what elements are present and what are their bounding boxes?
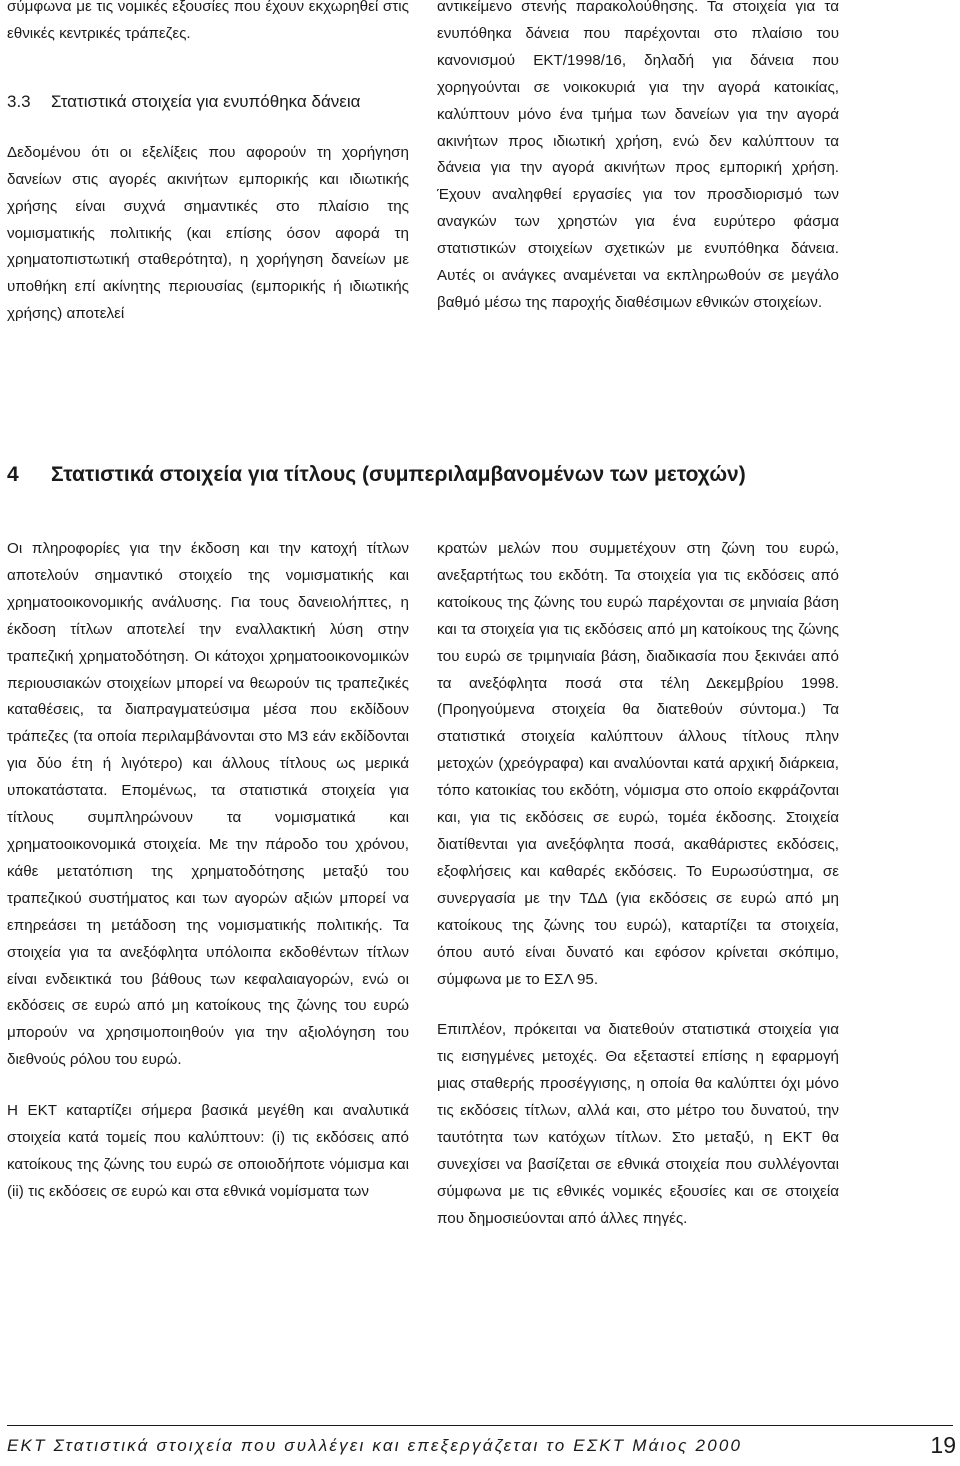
page-number: 19 — [930, 1432, 956, 1458]
section-number: 4 — [7, 463, 19, 486]
section-title: Στατιστικά στοιχεία για τίτλους (συμπεριλαμβανομένων των μετοχών) — [51, 463, 746, 486]
continuation-paragraph: σύμφωνα με τις νομικές εξουσίες που έχουν εκχωρηθεί στις εθνικές κεντρικές τράπεζες. — [7, 0, 409, 42]
mortgage-paragraph-continued: αντικείμενο στενής παρακολούθησης. Τα στοιχεία για τα ενυπόθηκα δάνεια που παρέχονται στο πλαίσιο του κανονισμού ΕΚΤ/1998/16, δηλαδή για δάνεια που χορηγούνται σε νοικοκυριά για την αγορά κατοικίας, καλύπτουν μόνο ένα τμήμα των δανείων για την αγορά ακινήτων προς ιδιωτική χρήση, ενώ δεν καλύπτουν τα δάνεια για την αγορά ακινήτων προς εμπορική χρήση. Έχουν αναληφθεί εργασίες για τον προσδιορισμό των αναγκών των χρηστών για ένα ευρύτερο φάσμα στατιστικών στοιχείων σχετικών με ενυπόθηκα δάνεια. Αυτές οι ανάγκες αναμένεται να εκπληρωθούν σε μεγάλο βαθμό μέσω της παροχής διαθέσιμων εθνικών στοιχείων. — [437, 0, 839, 311]
top-left-column — [7, 0, 409, 328]
securities-paragraph-3: κρατών μελών που συμμετέχουν στη ζώνη του ευρώ, ανεξαρτήτως του εκδότη. Τα στοιχεία για τις εκδόσεις από κατοίκους της ζώνης του ευρώ παρέχονται σε μηνιαία βάση και τα στοιχεία για τις εκδόσεις από μη κατοίκους της ζώνης του ευρώ σε τριμηνιαία βάση, διαδικασία που ξεκινάει από τα ανεξόφλητα ποσά στα τέλη Δεκεμβρίου 1998. (Προηγούμενα στοιχεία θα διατεθούν σύντομα.) Τα στατιστικά στοιχεία καλύπτουν άλλους τίτλους πλην μετοχών (χρεόγραφα) και αναλύονται κατά αρχική διάρκεια, τόπο κατοικίας του εκδότη, νόμισμα στο οποίο εκφράζονται και, για τις εκδόσεις σε ευρώ, τομέα έκδοσης. Στοιχεία διατίθενται για ανεξόφλητα ποσά, ακαθάριστες εκδόσεις, εξοφλήσεις και καθαρές εκδόσεις. Το Ευρωσύστημα, σε συνεργασία με την ΤΔΔ (για εκδόσεις σε ευρώ από μη κατοίκους της ζώνης του ευρώ), καταρτίζει τα στοιχεία, όπου αυτό είναι δυνατό και εφόσον κρίνεται σκόπιμο, σύμφωνα με το ΕΣΛ 95. — [437, 540, 839, 988]
mortgage-paragraph: Δεδομένου ότι οι εξελίξεις που αφορούν τη χορήγηση δανείων στις αγορές ακινήτων εμπορικής και ιδιωτικής χρήσης είναι συχνά σημαντικές στο πλαίσιο της νομισματικής πολιτικής (και επίσης όσον αφορά τη χρηματοπιστωτική σταθερότητα), η χορήγηση δανείων με υποθήκη επί ακίνητης περιουσίας (εμπορικής ή ιδιωτικής χρήσης) αποτελεί — [7, 143, 409, 323]
footer-divider — [7, 1425, 953, 1426]
top-right-column — [437, 0, 839, 317]
subsection-title: Στατιστικά στοιχεία για ενυπόθηκα δάνεια — [51, 91, 361, 111]
section-heading — [7, 459, 937, 490]
subsection-heading — [7, 88, 409, 116]
bottom-left-column — [7, 536, 409, 1206]
subsection-number: 3.3 — [7, 91, 31, 111]
securities-paragraph-2: Η ΕΚΤ καταρτίζει σήμερα βασικά μεγέθη και αναλυτικά στοιχεία κατά τομείς που καλύπτουν: (i) τις εκδόσεις από κατοίκους της ζώνης του ευρώ σε οποιοδήποτε νόμισμα και (ii) τις εκδόσεις σε ευρώ και στα εθνικά νομίσματα των — [7, 1102, 409, 1200]
bottom-right-column — [437, 536, 839, 1233]
securities-paragraph-4: Επιπλέον, πρόκειται να διατεθούν στατιστικά στοιχεία για τις εισηγμένες μετοχές. Θα εξεταστεί επίσης η εφαρμογή μιας σταθερής προσέγγισης, η οποία θα καλύπτει όχι μόνο τις εκδόσεις τίτλων, αλλά και, στο μέτρο του δυνατού, την ταυτότητα των κατόχων τίτλων. Στο μεταξύ, η ΕΚΤ θα συνεχίσει να βασίζεται σε εθνικά στοιχεία που συλλέγονται σύμφωνα με τις εθνικές νομικές εξουσίες και σε στοιχεία που δημοσιεύονται από άλλες πηγές. — [437, 1021, 839, 1227]
securities-paragraph-1: Οι πληροφορίες για την έκδοση και την κατοχή τίτλων αποτελούν σημαντικό στοιχείο της νομισματικής και χρηματοοικονομικής ανάλυσης. Για τους δανειολήπτες, η έκδοση τίτλων αποτελεί την εναλλακτική λύση στην τραπεζική χρηματοδότηση. Οι κάτοχοι χρηματοοικονομικών περιουσιακών στοιχείων μπορεί να θεωρούν τις τραπεζικές καταθέσεις, τα διαπραγματεύσιμα μέσα που εκδίδουν τράπεζες (τα οποία περιλαμβάνονται στο Μ3 εάν εκδίδονται για δύο έτη ή λιγότερο) και άλλους τίτλους ως μερικά υποκατάστατα. Επομένως, τα στατιστικά στοιχεία για τίτλους συμπληρώνουν τα νομισματικά και χρηματοοικονομικά στοιχεία. Με την πάροδο του χρόνου, κάθε μετατόπιση της χρηματοδότησης μεταξύ του τραπεζικού συστήματος και των αγορών αξιών μπορεί να επηρεάσει τη μετάδοση της νομισματικής πολιτικής. Τα στοιχεία για τα ανεξόφλητα υπόλοιπα εκδοθέντων τίτλων είναι ενδεικτικά του βάθους των κεφαλαιαγορών, ενώ οι εκδόσεις σε ευρώ από μη κατοίκους της ζώνης του ευρώ μπορούν να χρησιμοποιηθούν για την αξιολόγηση του διεθνούς ρόλου του ευρώ. — [7, 540, 409, 1069]
footer-title: ΕΚΤ Στατιστικά στοιχεία που συλλέγει και επεξεργάζεται το ΕΣΚΤ Μάιος 2000 — [7, 1436, 743, 1455]
